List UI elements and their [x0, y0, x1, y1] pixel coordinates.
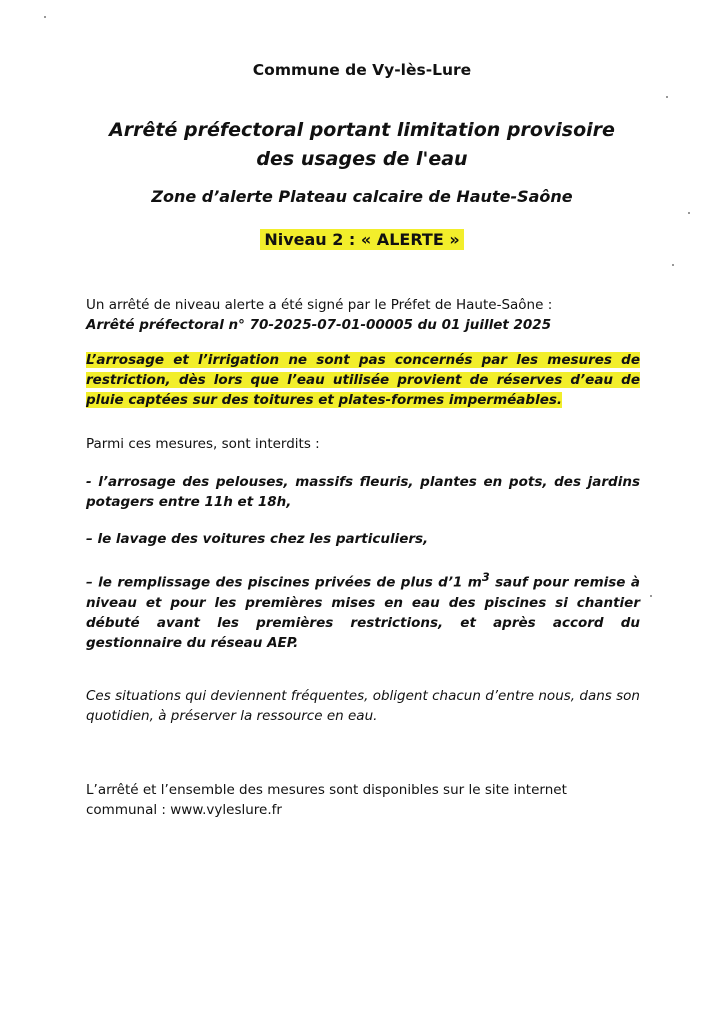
scan-speck: [44, 16, 46, 18]
alert-zone: Zone d’alerte Plateau calcaire de Haute-Saône: [151, 187, 573, 206]
measure-item: [86, 568, 640, 653]
prohibited-intro: Parmi ces mesures, sont interdits :: [86, 436, 320, 452]
measure-text: – le remplissage des piscines privées de plus d’1 m: [86, 574, 482, 591]
measure-text-continued: sauf pour remise à niveau et pour les premières mises en eau des piscines si chantier débuté avant les premières restrictions, et après accord du gestionnaire du réseau AEP.: [86, 574, 640, 651]
scan-speck: [666, 96, 668, 98]
alert-level-label: Niveau 2 : « ALERTE »: [260, 229, 463, 250]
measure-unit-exponent: 3: [481, 571, 490, 584]
situations-paragraph: Ces situations qui deviennent fréquentes, obligent chacun d’entre nous, dans son quotidien, à préserver la ressource en eau.: [86, 688, 640, 724]
measure-item: - l’arrosage des pelouses, massifs fleuris, plantes en pots, des jardins potagers entre 11h et 18h,: [86, 474, 640, 510]
alert-level: [0, 230, 724, 249]
footer-paragraph: L’arrêté et l’ensemble des mesures sont disponibles sur le site internet communal : www.vyleslure.fr: [86, 782, 567, 818]
page-title: [0, 116, 724, 174]
title-line-1: Arrêté préfectoral portant limitation provisoire: [109, 119, 615, 141]
intro-text: Un arrêté de niveau alerte a été signé par le Préfet de Haute-Saône :: [86, 297, 553, 313]
scan-speck: [672, 264, 674, 266]
arrete-reference: Arrêté préfectoral n° 70-2025-07-01-00005 du 01 juillet 2025: [86, 317, 552, 333]
exemption-note: [86, 350, 640, 410]
commune-heading: Commune de Vy-lès-Lure: [252, 61, 472, 79]
measure-item: – le lavage des voitures chez les particuliers,: [86, 531, 429, 547]
scan-speck: [688, 212, 690, 214]
intro-paragraph: [86, 295, 640, 335]
exemption-note-text: L’arrosage et l’irrigation ne sont pas concernés par les mesures de restriction, dès lors que l’eau utilisée provient de réserves d’eau de pluie captées sur des toitures et plates-formes imperméables.: [86, 352, 640, 408]
scan-speck: [650, 595, 652, 597]
title-line-2: des usages de l'eau: [256, 148, 468, 170]
